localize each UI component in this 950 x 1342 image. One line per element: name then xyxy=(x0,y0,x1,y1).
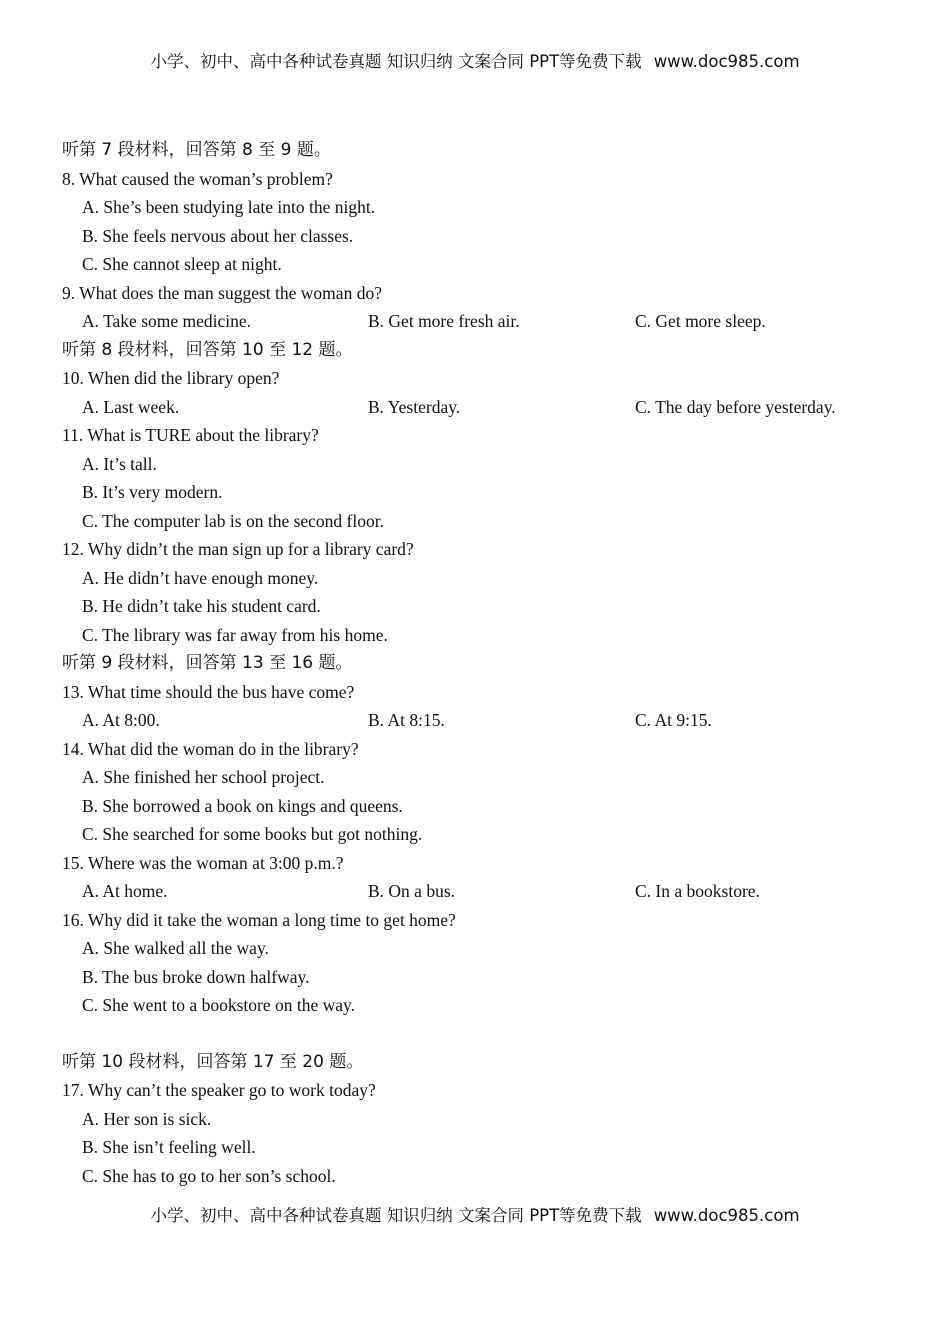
answer-option: B. Yesterday. xyxy=(368,396,461,417)
answer-option: A. At 8:00. xyxy=(82,710,160,730)
answer-option: C. The library was far away from his home. xyxy=(82,624,388,645)
section-heading: 听第 9 段材料，回答第 13 至 16 题。 xyxy=(62,653,353,673)
banner-url: www.doc985.com xyxy=(653,1206,800,1225)
header-banner xyxy=(0,52,950,72)
answer-option: A. At home. xyxy=(82,881,168,901)
answer-option: C. She searched for some books but got nothing. xyxy=(82,824,423,844)
answer-option: B. It’s very modern. xyxy=(82,482,223,502)
answer-option: B. She borrowed a book on kings and queens. xyxy=(82,795,403,816)
banner-text: 小学、初中、高中各种试卷真题 知识归纳 文案合同 PPT等免费下载 xyxy=(150,52,642,71)
options-row xyxy=(62,706,892,735)
question-text: 8. What caused the woman’s problem? xyxy=(62,168,333,189)
answer-option: A. Last week. xyxy=(82,396,180,417)
answer-option: C. She has to go to her son’s school. xyxy=(82,1165,336,1186)
answer-option: B. Get more fresh air. xyxy=(368,311,520,331)
answer-option: B. She isn’t feeling well. xyxy=(82,1137,256,1157)
answer-option: C. The computer lab is on the second floor. xyxy=(82,510,384,531)
answer-option: A. She finished her school project. xyxy=(82,767,325,787)
answer-option: C. The day before yesterday. xyxy=(635,396,836,417)
section-heading: 听第 8 段材料，回答第 10 至 12 题。 xyxy=(62,339,353,360)
question-text: 9. What does the man suggest the woman do? xyxy=(62,282,382,303)
answer-option: C. In a bookstore. xyxy=(635,881,760,901)
answer-option: A. She walked all the way. xyxy=(82,938,269,958)
answer-option: C. She cannot sleep at night. xyxy=(82,254,282,274)
answer-option: A. He didn’t have enough money. xyxy=(82,567,319,588)
options-row xyxy=(62,877,892,906)
section-heading: 听第 7 段材料，回答第 8 至 9 题。 xyxy=(62,140,331,160)
answer-option: B. At 8:15. xyxy=(368,710,445,730)
blank-line xyxy=(62,1020,892,1048)
answer-option: B. The bus broke down halfway. xyxy=(82,966,310,987)
question-text: 11. What is TURE about the library? xyxy=(62,425,319,445)
answer-option: A. She’s been studying late into the night. xyxy=(82,197,376,217)
answer-option: C. She went to a bookstore on the way. xyxy=(82,995,355,1015)
answer-option: A. It’s tall. xyxy=(82,453,157,474)
answer-option: C. Get more sleep. xyxy=(635,311,766,331)
answer-option: B. He didn’t take his student card. xyxy=(82,596,321,616)
question-text: 16. Why did it take the woman a long time to get home? xyxy=(62,909,456,930)
answer-option: B. She feels nervous about her classes. xyxy=(82,225,354,246)
exam-content xyxy=(62,136,892,1190)
answer-option: B. On a bus. xyxy=(368,881,456,901)
banner-text: 小学、初中、高中各种试卷真题 知识归纳 文案合同 PPT等免费下载 xyxy=(150,1206,642,1225)
question-text: 17. Why can’t the speaker go to work today? xyxy=(62,1080,376,1100)
question-text: 13. What time should the bus have come? xyxy=(62,681,355,702)
question-text: 12. Why didn’t the man sign up for a library card? xyxy=(62,539,414,559)
answer-option: A. Her son is sick. xyxy=(82,1108,212,1129)
footer-banner xyxy=(0,1206,950,1226)
question-text: 10. When did the library open? xyxy=(62,368,280,388)
options-row xyxy=(62,393,892,422)
options-row xyxy=(62,307,892,336)
question-text: 14. What did the woman do in the library? xyxy=(62,738,359,759)
section-heading: 听第 10 段材料，回答第 17 至 20 题。 xyxy=(62,1051,364,1072)
banner-url: www.doc985.com xyxy=(653,52,800,71)
answer-option: A. Take some medicine. xyxy=(82,311,252,331)
question-text: 15. Where was the woman at 3:00 p.m.? xyxy=(62,852,344,873)
answer-option: C. At 9:15. xyxy=(635,710,712,730)
